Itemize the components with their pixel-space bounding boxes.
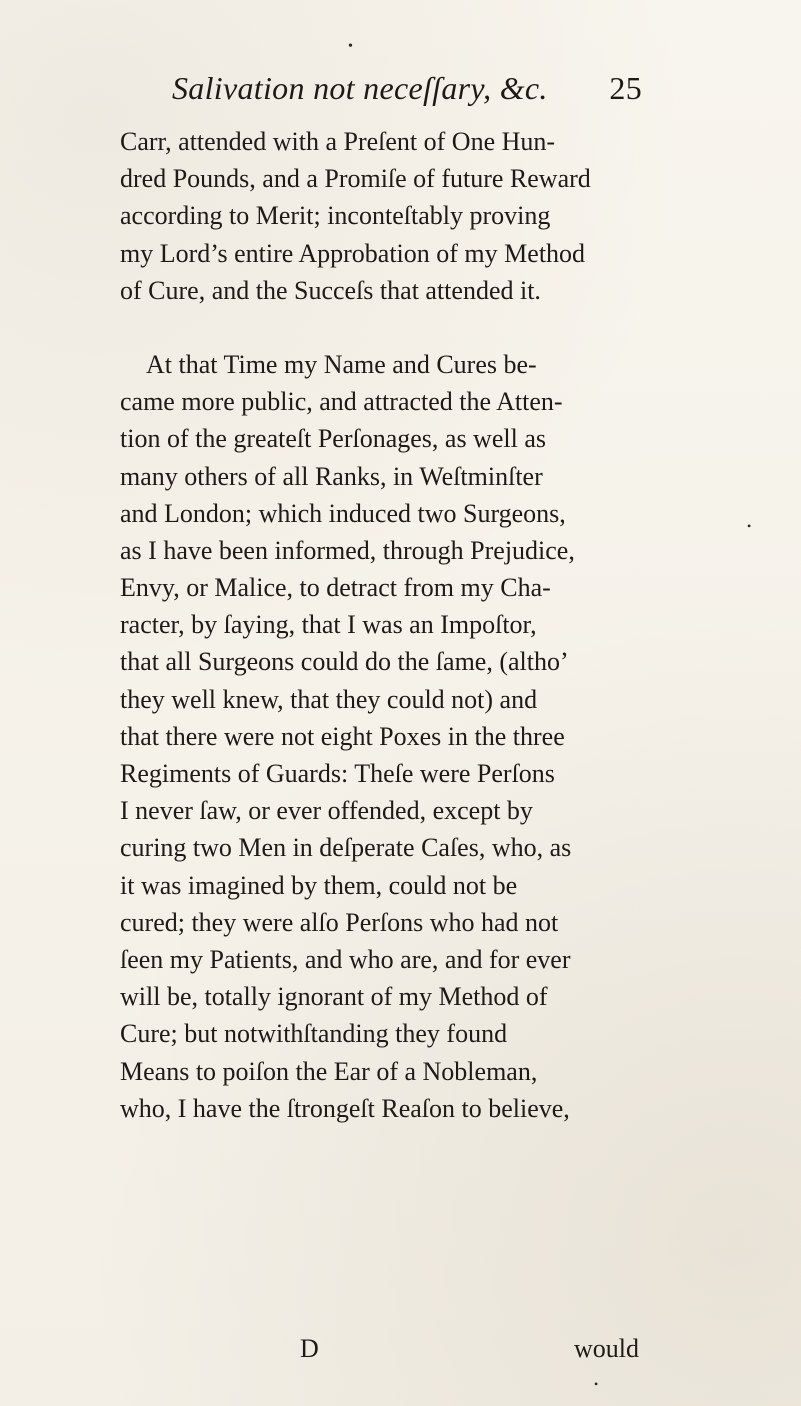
text-line bbox=[120, 792, 650, 829]
text-line bbox=[120, 569, 650, 606]
catchword: would bbox=[574, 1334, 639, 1363]
text-line bbox=[120, 681, 650, 718]
text-line bbox=[120, 346, 650, 383]
line-text: cured; they were alſo Perſons who had not bbox=[120, 907, 559, 937]
line-text: according to Merit; inconteſtably proving bbox=[120, 201, 551, 231]
line-text: will be, totally ignorant of my Method of bbox=[120, 982, 548, 1012]
footer-line bbox=[120, 1330, 650, 1367]
line-text: Carr, attended with a Preſent of One Hun- bbox=[120, 127, 556, 156]
text-line bbox=[120, 383, 650, 420]
page-speck: • bbox=[348, 39, 353, 54]
text-line bbox=[120, 532, 650, 569]
text-line bbox=[120, 1015, 650, 1052]
paragraph-gap bbox=[120, 309, 650, 346]
line-text: many others of all Ranks, in Weſtminſter bbox=[120, 461, 543, 491]
text-line bbox=[120, 904, 650, 941]
running-title: Salivation not neceſſary, &c. bbox=[172, 70, 548, 106]
body-text bbox=[120, 123, 650, 1127]
text-line bbox=[120, 606, 650, 643]
text-line bbox=[120, 1053, 650, 1090]
text-line bbox=[120, 1090, 650, 1127]
line-text: and London; which induced two Surgeons, bbox=[120, 498, 566, 528]
line-text: curing two Men in deſperate Caſes, who, as bbox=[120, 833, 572, 863]
line-text: of Cure, and the Succeſs that attended it. bbox=[120, 275, 541, 305]
line-text: that there were not eight Poxes in the three bbox=[120, 721, 565, 751]
line-text: my Lord’s entire Approbation of my Method bbox=[120, 238, 586, 268]
page-number: 25 bbox=[609, 70, 642, 106]
text-line bbox=[120, 829, 650, 866]
text-line bbox=[120, 272, 650, 309]
text-line bbox=[120, 123, 650, 160]
line-text: it was imagined by them, could not be bbox=[120, 870, 518, 900]
page-speck: • bbox=[594, 1377, 599, 1391]
line-text: they well knew, that they could not) and bbox=[120, 684, 538, 714]
line-text: that all Surgeons could do the ſame, (altho’ bbox=[120, 647, 569, 677]
line-text: as I have been informed, through Prejudice, bbox=[120, 535, 575, 565]
line-text: came more public, and attracted the Atten- bbox=[120, 387, 563, 417]
line-text: Regiments of Guards: Theſe were Perſons bbox=[120, 759, 555, 788]
text-line bbox=[120, 160, 650, 197]
line-text: tion of the greateſt Perſonages, as well as bbox=[120, 424, 546, 454]
line-text: ſeen my Patients, and who are, and for ever bbox=[120, 944, 571, 974]
signature-mark: D bbox=[300, 1334, 319, 1363]
line-text: who, I have the ſtrongeſt Reaſon to believe, bbox=[120, 1093, 570, 1123]
text-line bbox=[120, 235, 650, 272]
text-line bbox=[120, 458, 650, 495]
text-line bbox=[120, 755, 650, 792]
line-text: Cure; but notwithſtanding they found bbox=[120, 1019, 508, 1049]
line-text: Envy, or Malice, to detract from my Cha- bbox=[120, 573, 551, 603]
text-line bbox=[120, 420, 650, 457]
line-text: Means to poiſon the Ear of a Nobleman, bbox=[120, 1056, 538, 1086]
line-text: At that Time my Name and Cures be- bbox=[146, 349, 537, 379]
page-speck: • bbox=[747, 519, 752, 533]
line-text: racter, by ſaying, that I was an Impoſtor, bbox=[120, 610, 537, 640]
text-line bbox=[120, 941, 650, 978]
text-line bbox=[120, 495, 650, 532]
text-line bbox=[120, 978, 650, 1015]
running-header bbox=[172, 70, 642, 112]
text-line bbox=[120, 718, 650, 755]
text-line bbox=[120, 867, 650, 904]
line-text: dred Pounds, and a Promiſe of future Reward bbox=[120, 164, 591, 194]
text-line bbox=[120, 643, 650, 680]
line-text: I never ſaw, or ever offended, except by bbox=[120, 796, 533, 826]
text-line bbox=[120, 197, 650, 234]
